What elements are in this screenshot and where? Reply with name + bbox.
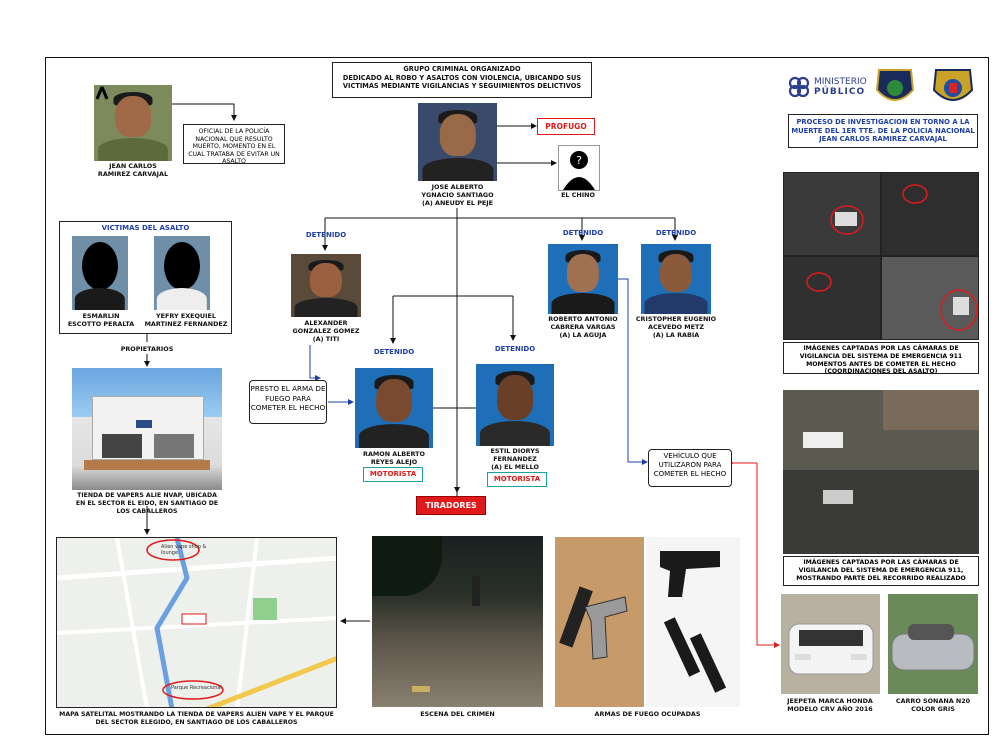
car-caption-sonata: CARRO SONANA N20 COLOR GRIS bbox=[895, 697, 971, 713]
suspect-name-ramon: RAMON ALBERTO REYES ALEJO bbox=[363, 450, 425, 466]
camera-grid-2 bbox=[783, 390, 979, 554]
victim-photo-1 bbox=[72, 236, 128, 310]
cameras2-caption-box bbox=[783, 556, 979, 586]
suspect-name-titi: ALEXANDER GONZALEZ GOMEZ (A) TITI bbox=[292, 319, 360, 343]
map-store-pin: Alien vape shop & lounge bbox=[161, 544, 207, 556]
suspect-photo-ramon bbox=[355, 368, 433, 448]
gun-lender-note bbox=[249, 380, 327, 424]
camera-grid-1 bbox=[783, 172, 979, 340]
officer-note-box bbox=[183, 124, 285, 164]
ministerio-line2: PÚBLICO bbox=[814, 87, 866, 97]
gun-lender-text: PRESTO EL ARMA DE FUEGO PARA COMETER EL HECHO bbox=[250, 384, 326, 412]
suspect-name-rabia: CRISTOPHER EUGENIO ACEVEDO METZ (A) LA RABIA bbox=[635, 315, 717, 339]
cameras2-caption: IMÁGENES CAPTADAS POR LAS CÁMARAS DE VIGILANCIA DEL SISTEMA DE EMERGENCIA 911, MOSTRANDO PARTE DEL RECORRIDO REALIZADO bbox=[796, 559, 966, 582]
dicrim-badge-icon bbox=[930, 66, 976, 110]
gun-photo-1 bbox=[555, 537, 644, 707]
gun-photo-2 bbox=[646, 537, 740, 707]
investigation-title: PROCESO DE INVESTIGACION EN TORNO A LA MUERTE DEL 1ER TTE. DE LA POLICIA NACIONAL JEAN CARLOS RAMIREZ CARVAJAL bbox=[791, 118, 975, 143]
satellite-map bbox=[56, 537, 337, 708]
vehicle-text: VEHÍCULO QUE UTILIZARON PARA COMETER EL HECHO bbox=[653, 452, 727, 478]
officer-name: JEAN CARLOS RAMIREZ CARVAJAL bbox=[97, 162, 169, 178]
victim-photo-2 bbox=[154, 236, 210, 310]
victims-title: VICTIMAS DEL ASALTO bbox=[101, 224, 190, 232]
leader-status: PROFUGO bbox=[537, 118, 595, 135]
suspect-role-estil: MOTORISTA bbox=[487, 472, 547, 487]
victim-name-1: ESMARLIN ESCOTTO PERALTA bbox=[67, 312, 135, 328]
store-caption: TIENDA DE VAPERS ALIE NVAP, UBICADA EN EL SECTOR EL EIDO, EN SANTIAGO DE LOS CABALLEROS bbox=[75, 492, 219, 515]
suspect-name-aguja: ROBERTO ANTONIO CABRERA VARGAS (A) LA AGUJA bbox=[548, 315, 618, 339]
suspect-photo-titi bbox=[291, 254, 361, 317]
mourning-ribbon-icon bbox=[94, 85, 110, 101]
detained-label-2: DETENIDO bbox=[373, 348, 415, 356]
leader-name: JOSE ALBERTO YGNACIO SANTIAGO (A) ANEUDY EL PEJE bbox=[421, 183, 494, 207]
guns-caption: ARMAS DE FUEGO OCUPADAS bbox=[594, 710, 701, 718]
shooters-tag: TIRADORES bbox=[416, 496, 486, 515]
suspect-photo-rabia bbox=[641, 244, 711, 314]
ministerio-name bbox=[814, 77, 867, 97]
vehicle-note bbox=[648, 449, 732, 487]
ministerio-logo-icon bbox=[788, 76, 810, 98]
unknown-name: EL CHINO bbox=[561, 191, 595, 199]
map-roads bbox=[57, 538, 337, 708]
crime-scene-photo bbox=[372, 536, 543, 707]
detained-label-5: DETENIDO bbox=[655, 229, 697, 237]
detained-label-3: DETENIDO bbox=[494, 345, 536, 353]
svg-text:?: ? bbox=[576, 154, 582, 167]
store-photo bbox=[72, 368, 222, 490]
suspect-photo-aguja bbox=[548, 244, 618, 314]
cameras1-caption-box bbox=[783, 342, 979, 374]
owners-label: PROPIETARIOS bbox=[120, 345, 174, 353]
suspect-role-ramon: MOTORISTA bbox=[363, 467, 423, 482]
officer-note: OFICIAL DE LA POLICÍA NACIONAL QUE RESULTO MUERTO, MOMENTO EN EL CUAL TRATABA DE EVITAR UN ASALTO bbox=[188, 128, 280, 165]
suspect-name-estil: ESTIL DIORYS FERNANDEZ (A) EL MELLO bbox=[490, 447, 540, 471]
detained-label-1: DETENIDO bbox=[305, 231, 347, 239]
suspect-photo-estil bbox=[476, 364, 554, 446]
car-photo-honda bbox=[781, 594, 880, 694]
scene-caption: ESCENA DEL CRIMEN bbox=[420, 710, 495, 718]
investigation-title-box bbox=[788, 114, 978, 148]
leader-photo bbox=[418, 103, 497, 181]
ministerio-line1: MINISTERIO bbox=[814, 77, 867, 87]
group-title: GRUPO CRIMINAL ORGANIZADO DEDICADO AL ROBO Y ASALTOS CON VIOLENCIA, UBICANDO SUS VICTIMAS MEDIANTE VIGILANCIAS Y SEGUIMIENTOS DELICTIVOS bbox=[332, 62, 592, 98]
policia-nacional-badge-icon bbox=[873, 66, 917, 110]
map-caption: MAPA SATELITAL MOSTRANDO LA TIENDA DE VAPERS ALIEN VAPE Y EL PARQUE DEL SECTOR ELEGIDO, EN SANTIAGO DE LOS CABALLEROS bbox=[59, 711, 334, 726]
car-caption-honda: JEEPETA MARCA HONDA MODELO CRV AÑO 2016 bbox=[787, 697, 873, 713]
detained-label-4: DETENIDO bbox=[562, 229, 604, 237]
car-photo-sonata bbox=[888, 594, 978, 694]
unknown-suspect-icon bbox=[558, 145, 600, 191]
map-park-pin: Parque Recreacional bbox=[171, 685, 222, 691]
victim-name-2: YEFRY EXEQUIEL MARTINEZ FERNANDEZ bbox=[144, 312, 228, 328]
cameras1-caption: IMÁGENES CAPTADAS POR LAS CÁMARAS DE VIGILANCIA DEL SISTEMA DE EMERGENCIA 911 MOMENTOS ANTES DE COMETER EL HECHO (COORDINACIONES DEL ASALTO) bbox=[799, 345, 963, 376]
